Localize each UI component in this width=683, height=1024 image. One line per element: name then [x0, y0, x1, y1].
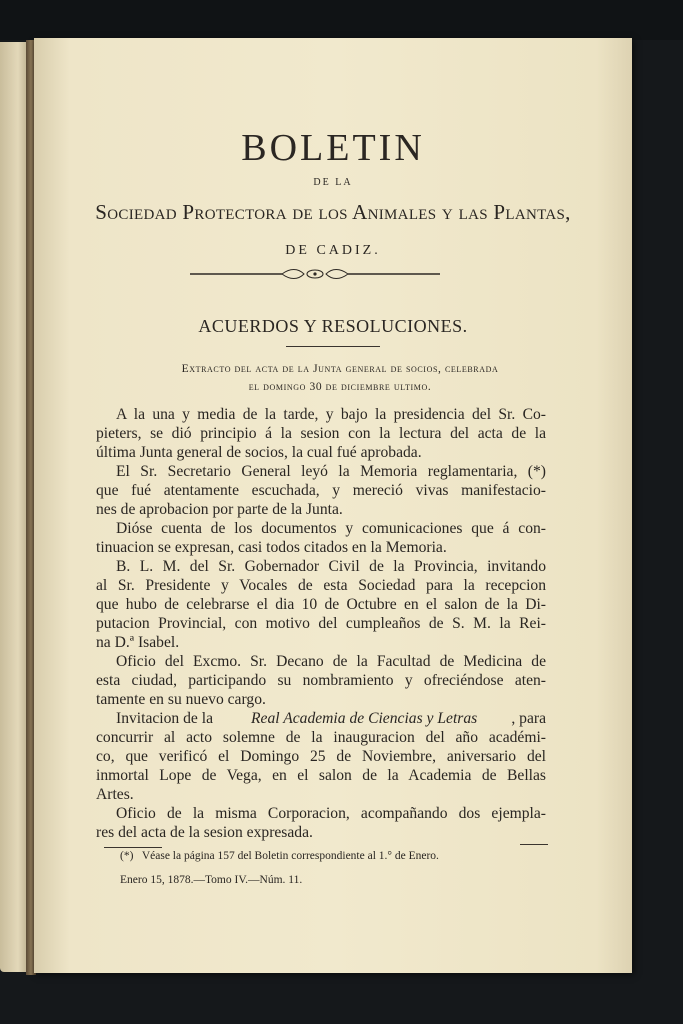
body-line: res del acta de la sesion expresada. [96, 824, 313, 841]
invitation-suffix: , para [511, 710, 546, 727]
footnote: (*) Véase la página 157 del Boletin correspondiente al 1.° de Enero. [120, 850, 439, 862]
body-line: última Junta general de socios, la cual fué aprobada. [96, 444, 422, 461]
body-line: A la una y media de la tarde, y bajo la presidencia del Sr. Co- [116, 406, 546, 423]
background [0, 0, 683, 40]
society-city: DE CADIZ. [285, 243, 381, 258]
section-rule [286, 346, 380, 347]
body-line: al Sr. Presidente y Vocales de esta Sociedad para la recepcion [96, 577, 546, 594]
body-line-invitation [116, 710, 546, 728]
body-line: esta ciudad, participando su nombramiento y ofreciéndose aten- [96, 672, 546, 689]
extract-line-2: el domingo 30 de diciembre ultimo. [248, 381, 432, 393]
body-line: que hubo de celebrarse el dia 10 de Octubre en el salon de la Di- [96, 596, 546, 613]
body-line: co, que verificó el Domingo 25 de Noviembre, aniversario del [96, 748, 546, 765]
body-line: nes de aprobacion por parte de la Junta. [96, 501, 343, 518]
footnote-rule [104, 847, 162, 848]
body-line: Dióse cuenta de los documentos y comunicaciones que á con- [116, 520, 546, 537]
title-connector: DE LA [313, 177, 353, 188]
body-line: El Sr. Secretario General leyó la Memoria reglamentaria, (*) [116, 463, 546, 480]
book-page [34, 38, 632, 973]
body-line: tinuacion se expresan, casi todos citados en la Memoria. [96, 539, 447, 556]
academy-name: Real Academia de Ciencias y Letras [251, 710, 478, 727]
body-line: Oficio de la misma Corporacion, acompañando dos ejempla- [116, 805, 546, 822]
body-line: concurrir al acto solemne de la inauguracion del año académi- [96, 729, 546, 746]
invitation-prefix: Invitacion de la [116, 710, 217, 727]
body-line: inmortal Lope de Vega, en el salon de la Academia de Bellas [96, 767, 546, 784]
ornament-divider-icon [190, 264, 440, 284]
journal-title: BOLETIN [241, 127, 425, 169]
body-line: B. L. M. del Sr. Gobernador Civil de la Provincia, invitando [116, 558, 546, 575]
extract-line-1: Extracto del acta de la Junta general de socios, celebrada [181, 363, 499, 375]
body-line: putacion Provincial, con motivo del cumpleaños de S. M. la Rei- [96, 615, 546, 632]
body-line: pieters, se dió principio á la sesion con la lectura del acta de la [96, 425, 546, 442]
body-line: Artes. [96, 786, 134, 803]
society-name: Sociedad Protectora de los Animales y las Plantas, [95, 200, 571, 224]
footnote-rule-right [520, 844, 548, 845]
body-line: tamente en su nuevo cargo. [96, 691, 266, 708]
body-line: Oficio del Excmo. Sr. Decano de la Facultad de Medicina de [116, 653, 546, 670]
issue-imprint: Enero 15, 1878.—Tomo IV.—Núm. 11. [120, 874, 303, 886]
body-line: que fué atentamente escuchada, y mereció vivas manifestacio- [96, 482, 546, 499]
section-heading: ACUERDOS Y RESOLUCIONES. [198, 316, 468, 336]
body-line: na D.ª Isabel. [96, 634, 180, 651]
